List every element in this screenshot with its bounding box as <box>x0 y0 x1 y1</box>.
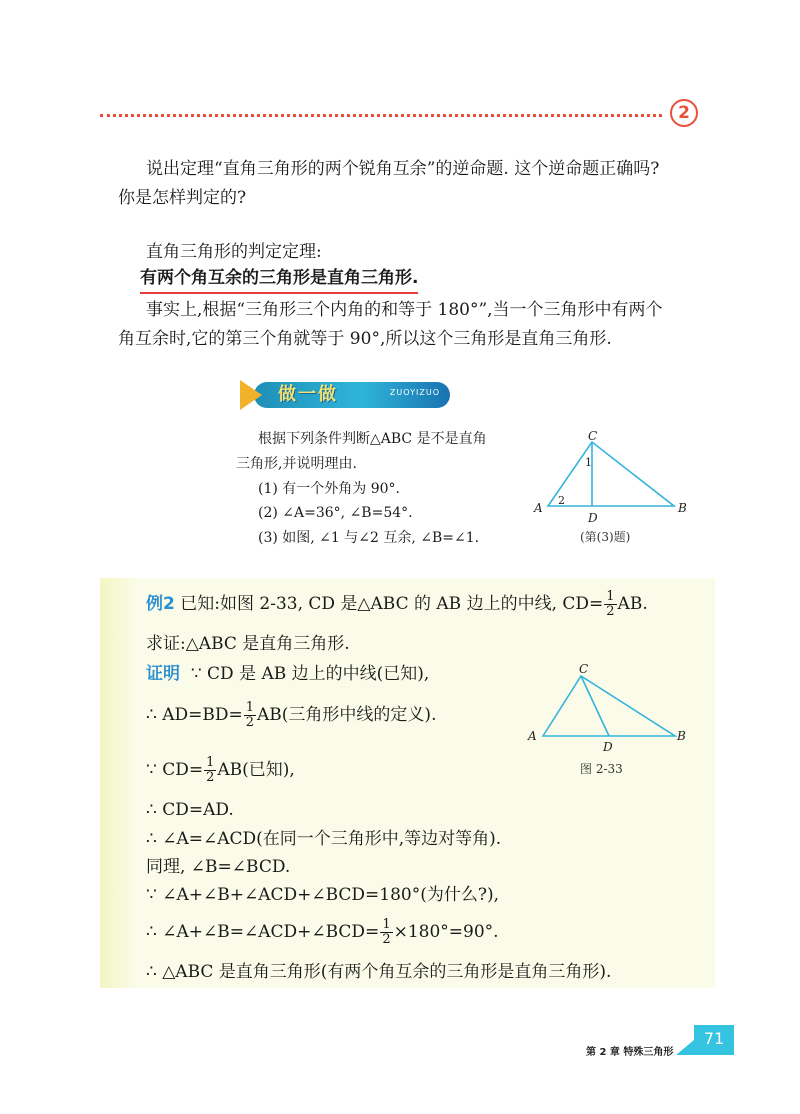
example-given <box>146 590 648 619</box>
activity-item-3: (3) 如图, ∠1 与∠2 互余, ∠B=∠1. <box>258 530 480 546</box>
play-arrow-icon <box>240 380 262 410</box>
proof-step-1: 证明 ∵ CD 是 AB 边上的中线(已知), <box>146 664 430 684</box>
activity-subtitle: ZUOYIZUO <box>389 388 440 397</box>
activity-figure-caption: (第(3)题) <box>580 530 631 544</box>
intro-line-1: 说出定理“直角三角形的两个锐角互余”的逆命题. 这个逆命题正确吗? <box>146 159 660 179</box>
label-b: B <box>677 729 686 743</box>
example-figure-2-33 <box>525 660 695 755</box>
section-dotted-rule <box>100 114 662 117</box>
example-given-prefix: 已知:如图 2-33, CD 是△ABC 的 AB 边上的中线, CD= <box>180 594 604 614</box>
activity-question-2: 三角形,并说明理由. <box>236 456 357 472</box>
example-prove: 求证:△ABC 是直角三角形. <box>146 634 350 654</box>
proof-step-5: ∴ ∠A=∠ACD(在同一个三角形中,等边对等角). <box>146 829 502 849</box>
theorem-explanation-1: 事实上,根据“三角形三个内角的和等于 180°”,当一个三角形中有两个 <box>146 300 663 320</box>
label-angle-2: 2 <box>558 494 565 507</box>
theorem-heading: 直角三角形的判定定理: <box>146 242 322 262</box>
label-a: A <box>534 501 543 515</box>
proof-step-6: 同理, ∠B=∠BCD. <box>146 857 291 877</box>
theorem-statement: 有两个角互余的三角形是直角三角形. <box>140 266 418 294</box>
label-c: C <box>588 430 598 443</box>
example-label: 例2 <box>146 594 175 614</box>
label-d: D <box>588 511 598 525</box>
label-angle-1: 1 <box>585 456 592 469</box>
activity-question-1: 根据下列条件判断△ABC 是不是直角 <box>258 431 487 447</box>
label-a: A <box>528 729 537 743</box>
page-tab-corner <box>676 1040 694 1055</box>
activity-item-2: (2) ∠A=36°, ∠B=54°. <box>258 505 413 521</box>
activity-title: 做一做 <box>278 384 338 405</box>
activity-banner <box>240 380 450 410</box>
label-b: B <box>678 501 687 515</box>
proof-step-4: ∴ CD=AD. <box>146 800 234 820</box>
page-number: 71 <box>703 1029 725 1048</box>
proof-step-9: ∴ △ABC 是直角三角形(有两个角互余的三角形是直角三角形). <box>146 962 612 982</box>
example-side-strip <box>100 578 136 988</box>
proof-label: 证明 <box>146 664 180 684</box>
activity-triangle-figure <box>530 430 700 530</box>
intro-line-2: 你是怎样判定的? <box>118 188 247 208</box>
triangle-abc <box>543 676 675 736</box>
label-c: C <box>579 662 589 676</box>
triangle-abc <box>548 442 674 506</box>
label-d: D <box>603 740 613 754</box>
proof-step-3: ∵ CD= $\frac{1}{2}$ AB(已知), <box>146 755 295 785</box>
proof-step-8: ∴ ∠A+∠B=∠ACD+∠BCD= $\frac{1}{2}$ ×180°=90°. <box>146 917 499 947</box>
section-number-badge: 2 <box>670 99 698 127</box>
theorem-explanation-2: 角互余时,它的第三个角就等于 90°,所以这个三角形是直角三角形. <box>118 329 612 349</box>
proof-step-2: ∴ AD=BD= $\frac{1}{2}$ AB(三角形中线的定义). <box>146 700 437 730</box>
example-given-suffix: AB. <box>617 594 648 614</box>
example-figure-caption: 图 2-33 <box>580 762 623 776</box>
activity-item-1: (1) 有一个外角为 90°. <box>258 481 400 497</box>
chapter-footer: 第 2 章 特殊三角形 <box>586 1047 674 1058</box>
fraction-half: $\frac{1}{2}$ <box>606 589 615 619</box>
proof-step-7: ∵ ∠A+∠B+∠ACD+∠BCD=180°(为什么?), <box>146 885 500 905</box>
